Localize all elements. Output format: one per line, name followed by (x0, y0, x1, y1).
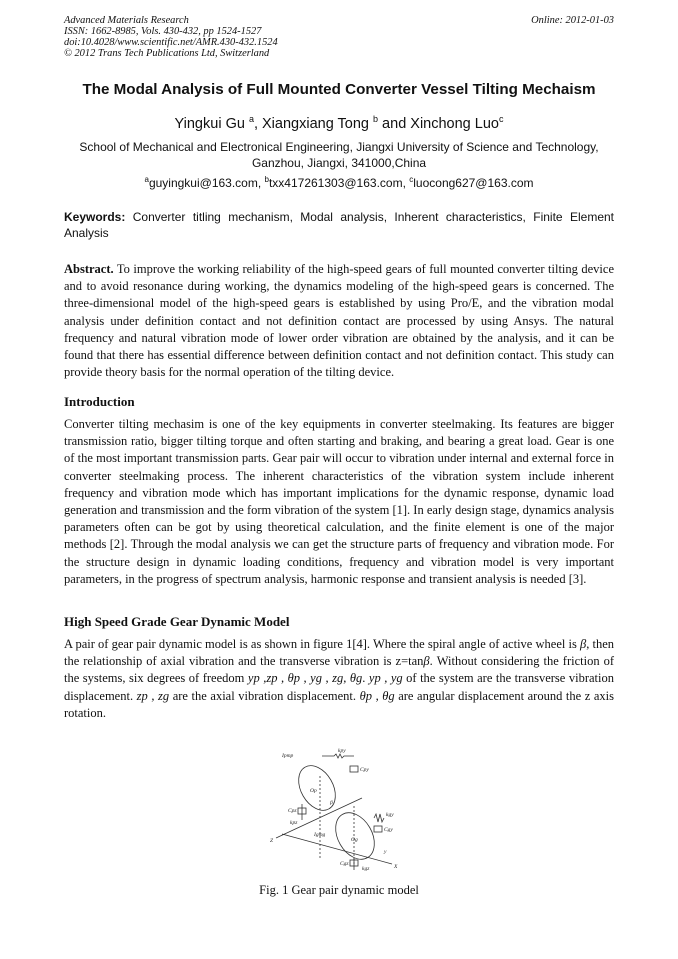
text-run: are angular displacement around the z axis rotation. (64, 688, 615, 720)
fig-label: X (394, 864, 398, 870)
author-list (0, 114, 678, 132)
author-name: Xiangxiang Tong (262, 116, 369, 132)
section-heading: High Speed Grade Gear Dynamic Model (64, 614, 290, 629)
email-sup: b (264, 175, 269, 184)
fig-label: β (330, 800, 333, 806)
spring-pinion-y (322, 754, 354, 758)
abstract-text: To improve the working reliability of the high-speed gears of full mounted converter tilting device and to avoid resonance during working, the dynamics modeling of the high-speed gears is concerned. The three-dimensional model of the high-speed gears is established by using Pro/E, and the vibration modal analysis under definition contact and not definition contact are processed by using Ansys. The natural frequency and natural vibration mode of lower order vibration are obtained by the analysis, and it can be found that there has essential difference between definition contact and not definition contact. This study can provide theory basis for the normal operation of the tilting device. (64, 262, 614, 380)
damper-pinion-y (350, 766, 358, 772)
fig-label: Op (310, 788, 317, 794)
author-name: Yingkui Gu (174, 116, 245, 132)
fig-label: kpz (290, 820, 298, 826)
damper-wheel-y (374, 826, 382, 832)
gear-pair-figure (262, 746, 418, 876)
text-run: . (362, 671, 369, 686)
author-sup: a (248, 114, 254, 124)
figure-caption: Fig. 1 Gear pair dynamic model (259, 883, 419, 897)
fig-label: y (384, 849, 387, 855)
fig-label: Cpy (360, 767, 369, 773)
copyright-line: © 2012 Trans Tech Publications Ltd, Switzerland (64, 48, 270, 59)
author-emails (64, 175, 614, 190)
fig-label: kgz (362, 866, 370, 872)
text-run: , then the relationship of axial vibration and the transverse vibration is z=tan (64, 637, 614, 669)
author-sup: b (373, 114, 379, 124)
fig-label: kpy (338, 748, 346, 754)
keywords-label: Keywords: (64, 210, 126, 224)
fig-label: Og (351, 837, 358, 843)
paper-title: The Modal Analysis of Full Mounted Converter Vessel Tilting Mechaism (82, 81, 596, 98)
text-run: . Without considering the friction of the systems, six degrees of freedom (64, 654, 615, 686)
keywords-text: Converter titling mechanism, Modal analysis, Inherent characteristics, Finite Element Analysis (64, 210, 614, 240)
email-link[interactable]: guyingkui@163.com, (148, 176, 265, 190)
issn-line: ISSN: 1662-8985, Vols. 430-432, pp 1524-1527 (64, 26, 262, 37)
author-sep: and (378, 116, 411, 132)
email-sup: a (144, 175, 149, 184)
intro-heading: Introduction (64, 394, 135, 409)
math-symbol: θp , θg (359, 688, 395, 703)
journal-header (64, 15, 614, 59)
spring-wheel-y (374, 814, 384, 822)
fig-label: kgy (386, 812, 394, 818)
section-text (64, 636, 614, 722)
author-sup: c (498, 114, 504, 124)
affiliation: School of Mechanical and Electronical Engineering, Jiangxi University of Science and Technology, Ganzhou, Jiangxi, 341000,China (79, 140, 599, 170)
fig-label: Cpz (288, 808, 297, 814)
intro-text: Converter tilting mechasim is one of the key equipments in converter steelmaking. Its features are bigger transmission ratio, bigger tilting torque and often starting and braking, and bearing a great load. Gear is one of the most important transmission parts. Gear pair will occur to vibration under internal and external force in converter steelmaking process. The inherent characteristics of the vibration system include inherent frequency and vibration mode which has important implications for the dynamic response, dynamic load generation and transmission and the form vibration of the system [1]. In early design stage, dynamics analysis parameters often can be got by using theoretical calculation, and the finite element is one of the major methods [2]. Through the modal analysis we can get the structure parts of frequency and vibration mode. For the structure design in dynamic loading conditions, frequency and vibration model is very important parameters, in the progress of spectrum analysis, harmonic response and transient analysis is needed [3]. (64, 417, 614, 586)
math-symbol: yp ,zp , θp , yg , zg, θg (247, 671, 363, 686)
math-symbol: β (579, 637, 587, 651)
text-run: of the system are the transverse vibration displacement. (64, 671, 614, 703)
math-symbol: β (423, 654, 430, 669)
abstract-label: Abstract. (64, 262, 114, 276)
math-symbol: yp , yg (368, 671, 403, 686)
fig-label: Cgy (384, 827, 393, 833)
email-link[interactable]: txx417261303@163.com, (268, 176, 410, 190)
journal-name: Advanced Materials Research (64, 15, 189, 26)
author-name: Xinchong Luo (410, 116, 499, 132)
text-run: A pair of gear pair dynamic model is as shown in figure 1[4]. Where the spiral angle of active wheel is (64, 637, 580, 651)
email-link[interactable]: luocong627@163.com (413, 176, 534, 190)
text-run: are the axial vibration displacement. (169, 688, 360, 703)
email-sup: c (409, 175, 414, 184)
fig-label: Cgz (340, 861, 349, 867)
keywords (64, 209, 614, 241)
online-date: Online: 2012-01-03 (531, 15, 614, 26)
math-symbol: zp , zg (136, 688, 170, 703)
wheel-gear (328, 806, 382, 866)
fig-label: Z (270, 838, 274, 844)
doi-line[interactable]: doi:10.4028/www.scientific.net/AMR.430-432.1524 (64, 37, 278, 48)
fig-label: Ipmp (282, 753, 294, 759)
author-sep: , (253, 116, 263, 132)
abstract (64, 261, 614, 381)
axis-line (282, 834, 392, 864)
fig-label: Igmg (314, 832, 326, 838)
